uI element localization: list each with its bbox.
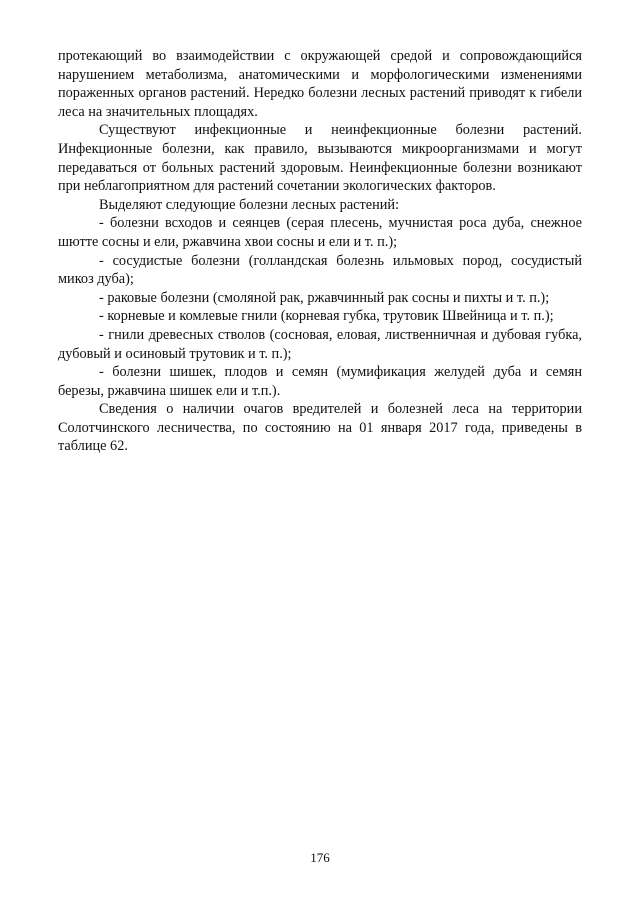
list-item: - раковые болезни (смоляной рак, ржавчинный рак сосны и пихты и т. п.); (99, 289, 550, 306)
list-item: - гнили древесных стволов (сосновая, еловая, лиственничная и дубовая губка, дубовый и осиновый трутовик и т. п.); (58, 326, 582, 362)
list-item: - болезни шишек, плодов и семян (мумификация желудей дуба и семян березы, ржавчина шишек ели и т.п.). (58, 364, 582, 399)
list-item: - корневые и комлевые гнили (корневая губка, трутовик Швейница и т. п.); (99, 308, 554, 325)
paragraph: Сведения о наличии очагов вредителей и болезней леса на территории Солотчинского лесничества, по состоянию на 01 января 2017 года, приведены в таблице 62. (58, 401, 582, 455)
page-number: 176 (310, 850, 330, 865)
list-item: - болезни всходов и сеянцев (серая плесень, мучнистая роса дуба, снежное шютте сосны и ели, ржавчина хвои сосны и ели и т. п.); (58, 215, 582, 250)
paragraph: Существуют инфекционные и неинфекционные болезни растений. Инфекционные болезни, как правило, вызываются микроорганизмами и могут передаваться от больных растений здоровым. Неинфекционные болезни возникают при неблагоприятном для растений сочетании экологических факторов. (58, 122, 582, 195)
body-text (58, 47, 582, 456)
paragraph: Выделяют следующие болезни лесных растений: (99, 196, 400, 213)
list-item: - сосудистые болезни (голландская болезнь ильмовых пород, сосудистый микоз дуба); (58, 252, 582, 288)
paragraph: протекающий во взаимодействии с окружающей средой и сопровождающийся нарушением метаболизма, анатомическими и морфологическими изменениями пораженных органов растений. Нередко болезни лесных растений приводят к гибели леса на значительных площадях. (58, 48, 582, 120)
